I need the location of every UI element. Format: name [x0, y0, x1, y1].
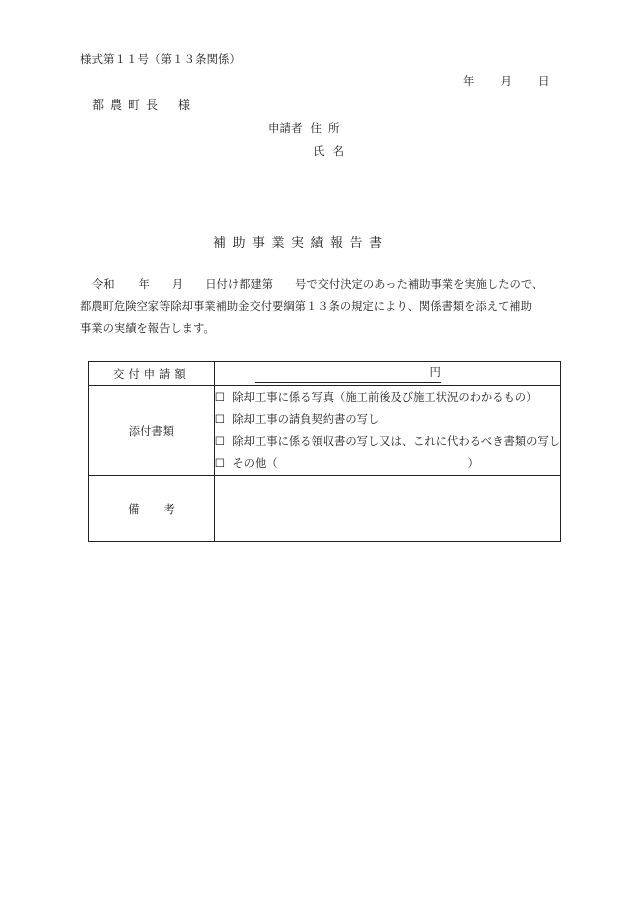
remarks-label: 備考 — [89, 476, 215, 542]
checkbox-icon[interactable]: ☐ — [214, 390, 225, 404]
attachment-other-open: その他（ — [232, 456, 278, 470]
amount-label: 交付申請額 — [89, 362, 215, 386]
applicant-label: 申請者 — [268, 121, 303, 135]
applicant-name-label: 氏名 — [313, 144, 352, 158]
report-table — [88, 361, 561, 542]
body-line-1 — [80, 274, 560, 296]
body-year: 年 — [138, 278, 150, 291]
attachments-label: 添付書類 — [89, 386, 215, 476]
attachment-item[interactable] — [215, 431, 560, 453]
addressee-suffix: 様 — [178, 98, 191, 112]
applicant-address — [268, 120, 346, 136]
amount-row — [89, 362, 561, 386]
remarks-field[interactable] — [214, 476, 560, 542]
amount-field[interactable] — [255, 364, 441, 383]
addressee-name: 都農町長 — [92, 98, 165, 112]
body-era: 令和 — [92, 278, 115, 291]
body-date-suffix: 日付け都建第 — [205, 278, 274, 291]
attachment-other-close: ） — [467, 456, 479, 470]
addressee — [92, 96, 190, 113]
remarks-row — [89, 476, 561, 542]
body-line-2: 都農町危険空家等除却事業補助金交付要綱第１３条の規定により、関係書類を添えて補助 — [80, 300, 532, 313]
address-label: 住所 — [310, 121, 346, 135]
checkbox-icon[interactable]: ☐ — [214, 434, 225, 448]
form-number: 様式第１１号（第１３条関係） — [80, 52, 241, 66]
attachment-item[interactable] — [215, 453, 560, 475]
date-day: 日 — [538, 74, 550, 88]
body-text — [80, 274, 560, 340]
amount-unit: 円 — [429, 366, 441, 379]
checkbox-icon[interactable]: ☐ — [214, 412, 225, 426]
date-year: 年 — [463, 74, 475, 88]
checkbox-icon[interactable]: ☐ — [214, 456, 225, 470]
attachment-photos: 除却工事に係る写真（施工前後及び施工状況のわかるもの） — [232, 390, 538, 404]
attachments-list — [214, 386, 560, 476]
attachment-receipt: 除却工事に係る領収書の写し又は、これに代わるべき書類の写し — [232, 434, 560, 448]
body-month: 月 — [171, 278, 184, 291]
date-month: 月 — [500, 74, 512, 88]
attachment-item[interactable] — [215, 387, 560, 409]
attachment-item[interactable] — [215, 409, 560, 431]
date-line — [463, 73, 550, 89]
amount-cell — [214, 362, 560, 386]
document-title: 補助事業実績報告書 — [213, 236, 389, 251]
attachment-contract: 除却工事の請負契約書の写し — [232, 412, 380, 426]
body-line-3: 事業の実績を報告します。 — [80, 322, 215, 335]
attachments-row — [89, 386, 561, 476]
body-line-1-rest: 号で交付決定のあった補助事業を実施したので、 — [295, 278, 544, 291]
